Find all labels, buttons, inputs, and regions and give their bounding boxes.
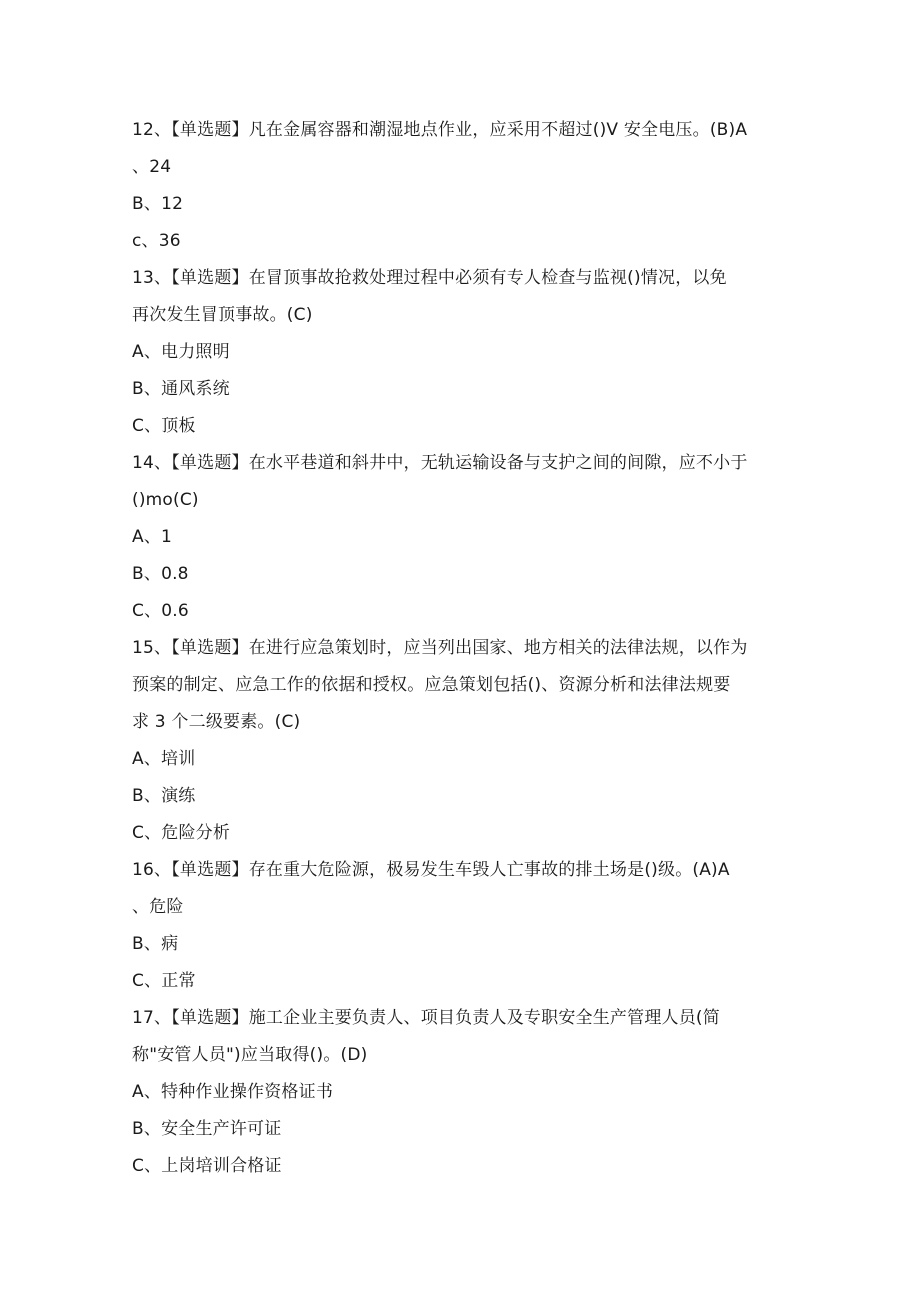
q15-option-a: A、培训 [132,749,196,769]
document-page [132,112,792,1185]
q14-option-a: A、1 [132,527,173,547]
q13-stem-line-1: 13、【单选题】在冒顶事故抢救处理过程中必须有专人检查与监视()情况，以免 [132,268,727,288]
q15-stem-line-2: 预案的制定、应急工作的依据和授权。应急策划包括()、资源分析和法律法规要 [132,675,731,695]
q14-stem-line-2: ()mo(C) [132,490,199,510]
q16-stem-line-2: 、危险 [132,897,184,917]
q15-stem-line-1: 15、【单选题】在进行应急策划时，应当列出国家、地方相关的法律法规，以作为 [132,638,748,658]
q13-option-b: B、通风系统 [132,379,230,399]
q14-stem-line-1: 14、【单选题】在水平巷道和斜井中，无轨运输设备与支护之间的间隙，应不小于 [132,453,748,473]
q14-option-c: C、0.6 [132,601,189,621]
q17-option-b: B、安全生产许可证 [132,1119,282,1139]
q15-stem-line-3: 求 3 个二级要素。(C) [132,712,301,732]
q17-option-a: A、特种作业操作资格证书 [132,1082,334,1102]
q17-stem-line-1: 17、【单选题】施工企业主要负责人、项目负责人及专职安全生产管理人员(简 [132,1008,720,1028]
q13-option-c: C、顶板 [132,416,196,436]
q17-stem-line-2: 称"安管人员")应当取得()。(D) [132,1045,368,1065]
q17-option-c: C、上岗培训合格证 [132,1156,282,1176]
q13-stem-line-2: 再次发生冒顶事故。(C) [132,305,313,325]
q12-option-c: c、36 [132,231,181,251]
q12-option-b: B、12 [132,194,184,214]
q12-stem-line-1: 12、【单选题】凡在金属容器和潮湿地点作业，应采用不超过()V 安全电压。(B)A [132,120,748,140]
q16-option-b: B、病 [132,934,179,954]
q16-option-c: C、正常 [132,971,196,991]
q16-stem-line-1: 16、【单选题】存在重大危险源，极易发生车毁人亡事故的排土场是()级。(A)A [132,860,730,880]
q15-option-b: B、演练 [132,786,196,806]
q14-option-b: B、0.8 [132,564,189,584]
q15-option-c: C、危险分析 [132,823,231,843]
q12-stem-line-2: 、24 [132,157,172,177]
q13-option-a: A、电力照明 [132,342,230,362]
